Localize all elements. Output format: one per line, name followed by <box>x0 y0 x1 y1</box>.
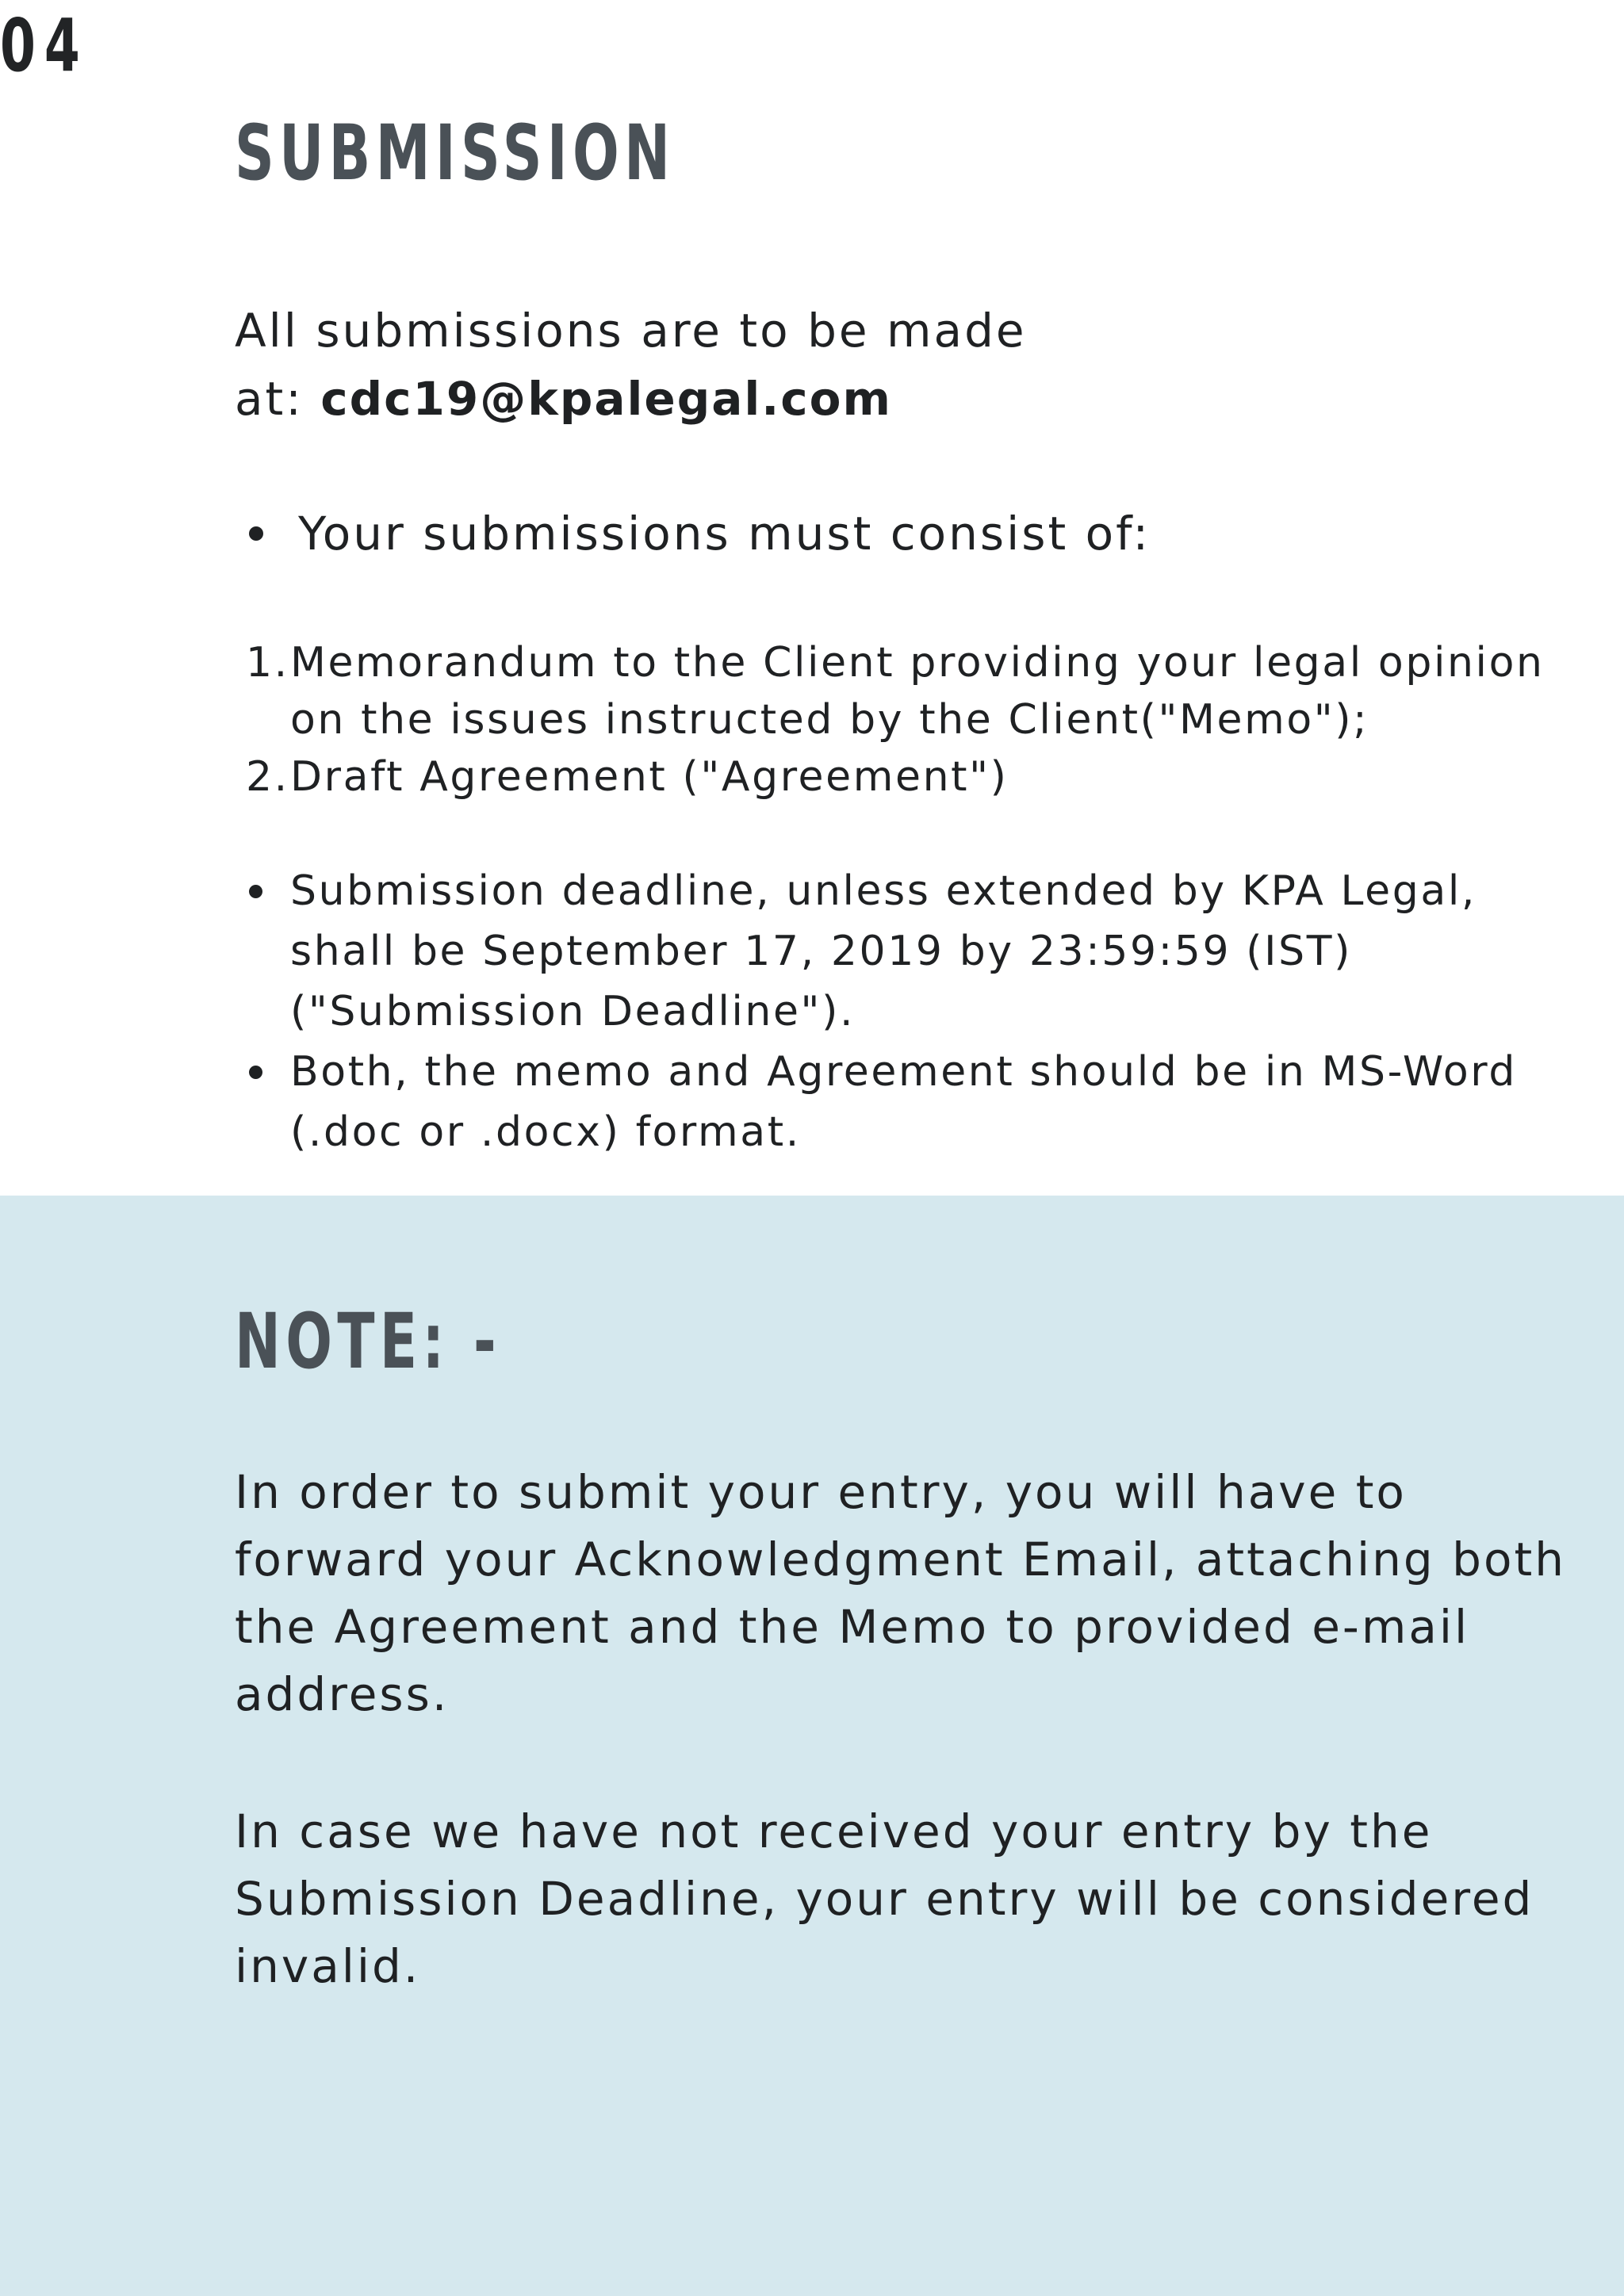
list-item-line: ("Submission Deadline"). <box>290 988 856 1035</box>
bullet-list <box>246 861 1517 1162</box>
paragraph-line: In case we have not received your entry by the <box>235 1804 1433 1858</box>
section-heading-submission: SUBMISSION <box>235 109 676 197</box>
consist-bullet-text: Your submissions must consist of: <box>298 507 1151 561</box>
list-item-line: Draft Agreement ("Agreement") <box>290 753 1009 801</box>
intro-line-1: All submissions are to be made <box>235 304 1027 358</box>
intro-prefix: at: <box>235 372 321 426</box>
list-item-line: Both, the memo and Agreement should be in MS-Word <box>290 1048 1517 1096</box>
paragraph-line: forward your Acknowledgment Email, attaching both <box>235 1533 1566 1586</box>
section-heading-note: NOTE: - <box>235 1297 502 1386</box>
bullet-dot-icon <box>249 526 263 541</box>
numbered-list-item <box>246 634 1545 748</box>
list-number: 2. <box>246 753 289 801</box>
paragraph-line: In order to submit your entry, you will have to <box>235 1465 1407 1519</box>
list-item-line: Memorandum to the Client providing your legal opinion <box>290 639 1545 687</box>
page-number: 04 <box>0 3 89 88</box>
list-number: 1. <box>246 639 289 687</box>
bullet-dot-icon <box>249 1066 262 1079</box>
paragraph-line: the Agreement and the Memo to provided e-mail <box>235 1600 1470 1654</box>
note-paragraph-2 <box>235 1798 1534 2000</box>
paragraph-line: address. <box>235 1667 450 1721</box>
list-item-line: shall be September 17, 2019 by 23:59:59 (IST) <box>290 928 1352 975</box>
list-item-line: Submission deadline, unless extended by KPA Legal, <box>290 867 1477 915</box>
bullet-list-item <box>246 1042 1517 1162</box>
note-paragraph-1 <box>235 1459 1566 1728</box>
intro-line-2 <box>235 365 1027 433</box>
numbered-list-item <box>246 748 1545 806</box>
bullet-dot-icon <box>249 885 262 898</box>
bullet-list-item <box>246 861 1517 1042</box>
submission-email-link[interactable]: cdc19@kpalegal.com <box>320 372 892 426</box>
paragraph-line: Submission Deadline, your entry will be considered <box>235 1872 1534 1926</box>
numbered-list <box>246 634 1545 806</box>
list-item-line: (.doc or .docx) format. <box>290 1108 801 1156</box>
paragraph-line: invalid. <box>235 1939 421 1993</box>
list-item-line: on the issues instructed by the Client("Memo"); <box>290 696 1369 744</box>
submission-intro <box>235 297 1027 433</box>
